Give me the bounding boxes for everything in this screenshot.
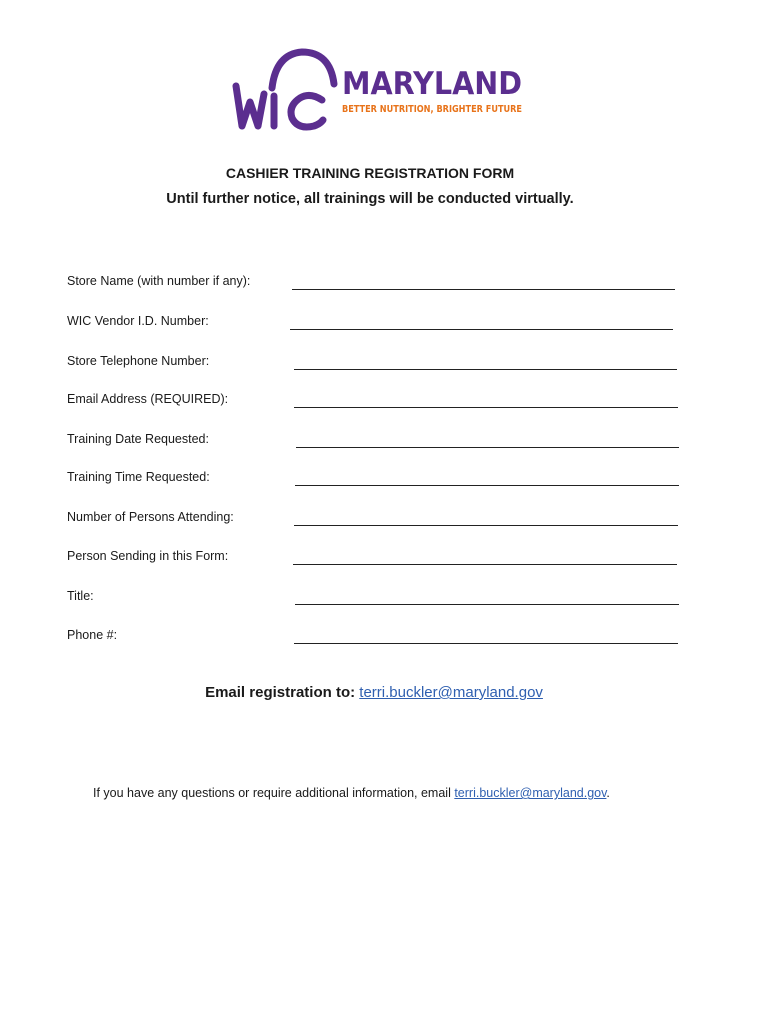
vendor-id-field[interactable]: [290, 312, 673, 330]
email-address-label: Email Address (REQUIRED):: [67, 392, 229, 406]
form-row-training-time: [67, 465, 679, 489]
phone-field[interactable]: [294, 626, 678, 644]
store-name-field[interactable]: [292, 272, 675, 290]
page-subtitle: Until further notice, all trainings will be conducted virtually.: [166, 191, 574, 207]
persons-attending-field[interactable]: [294, 508, 678, 526]
person-sending-field[interactable]: [293, 547, 677, 565]
person-sending-label: Person Sending in this Form:: [67, 549, 229, 563]
logo-tagline: BETTER NUTRITION, BRIGHTER FUTURE: [342, 104, 523, 115]
logo-name: MARYLAND: [342, 66, 522, 102]
form-row-vendor-id: [67, 309, 679, 333]
training-date-field[interactable]: [296, 430, 679, 448]
store-name-label: Store Name (with number if any):: [67, 274, 251, 288]
title-field[interactable]: [295, 587, 679, 605]
form-row-person-sending: [67, 544, 679, 568]
form-row-phone: [67, 623, 679, 647]
phone-label: Phone #:: [67, 628, 118, 642]
form-row-training-date: [67, 427, 679, 451]
training-time-field[interactable]: [295, 468, 679, 486]
footer-note: [93, 784, 610, 802]
footer-text: If you have any questions or require additional information, email: [93, 786, 451, 800]
wic-maryland-logo: [230, 44, 530, 136]
form-row-store-name: [67, 269, 679, 293]
footer-email-link[interactable]: terri.buckler@maryland.gov: [454, 786, 607, 800]
page-title: CASHIER TRAINING REGISTRATION FORM: [225, 165, 515, 181]
form-row-store-telephone: [67, 349, 679, 373]
form-row-email-address: [67, 387, 679, 411]
title-label: Title:: [67, 589, 94, 603]
email-registration-label: Email registration to:: [205, 684, 356, 701]
form-row-title: [67, 584, 679, 608]
form-row-persons-attending: [67, 505, 679, 529]
store-telephone-label: Store Telephone Number:: [67, 354, 210, 368]
persons-attending-label: Number of Persons Attending:: [67, 510, 234, 524]
registration-email-link[interactable]: terri.buckler@maryland.gov: [359, 684, 543, 701]
email-registration: [0, 682, 748, 704]
vendor-id-label: WIC Vendor I.D. Number:: [67, 314, 209, 328]
wic-logo-graphic: [230, 44, 530, 136]
training-time-label: Training Time Requested:: [67, 470, 210, 484]
footer-period: .: [606, 786, 610, 800]
store-telephone-field[interactable]: [294, 352, 677, 370]
email-address-field[interactable]: [294, 390, 678, 408]
training-date-label: Training Date Requested:: [67, 432, 209, 446]
form-header: [0, 163, 740, 210]
